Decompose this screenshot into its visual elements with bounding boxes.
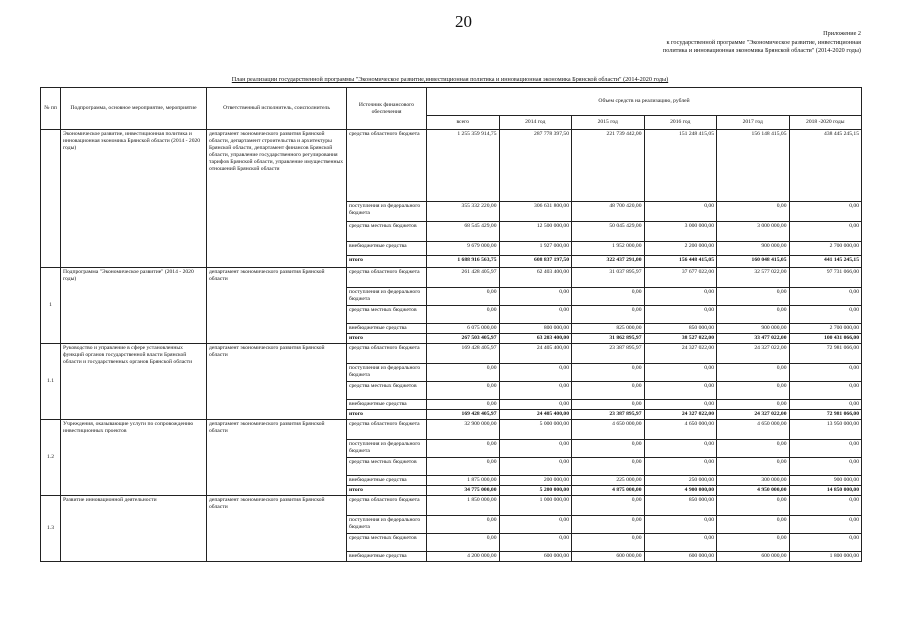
amount-cell: 0,00 (572, 306, 645, 324)
funding-source: средства местных бюджетов (347, 458, 427, 476)
amount-cell: 33 477 022,00 (717, 334, 790, 344)
amount-cell: 0,00 (644, 458, 717, 476)
executor-name: департамент экономического развития Брянской области, департамент строительства и архитектуры Брянской области, департамент финансов Брянской области, управление государственного регулирования тарифов Брянской области, управление имущественных отношений Брянской области (207, 130, 347, 268)
row-number: 1.3 (41, 496, 61, 562)
row-number: 1.1 (41, 344, 61, 420)
amount-cell: 0,00 (427, 440, 500, 458)
amount-cell: 0,00 (572, 288, 645, 306)
amount-cell: 0,00 (717, 458, 790, 476)
header-volume: Объем средств на реализацию, рублей (427, 88, 862, 116)
funding-source: внебюджетные средства (347, 400, 427, 410)
row-number: 1.2 (41, 420, 61, 496)
amount-cell: 300 000,00 (717, 476, 790, 486)
amount-cell: 0,00 (789, 364, 862, 382)
amount-cell: 0,00 (789, 222, 862, 242)
amount-cell: 34 775 000,00 (427, 486, 500, 496)
program-name: Развитие инновационной деятельности (61, 496, 207, 562)
table-row (41, 420, 862, 440)
amount-cell: 0,00 (427, 458, 500, 476)
amount-cell: 2 700 000,00 (789, 242, 862, 256)
amount-cell: 287 778 397,50 (499, 130, 572, 202)
amount-cell: 9 679 000,00 (427, 242, 500, 256)
amount-cell: 0,00 (572, 496, 645, 516)
header-program: Подпрограмма, основное мероприятие, мероприятие (61, 88, 207, 130)
header-year: всего (427, 116, 500, 130)
amount-cell: 600 000,00 (499, 552, 572, 562)
funding-source: итого (347, 334, 427, 344)
funding-source: средства областного бюджета (347, 420, 427, 440)
amount-cell: 50 045 429,00 (572, 222, 645, 242)
amount-cell: 100 431 066,00 (789, 334, 862, 344)
amount-cell: 0,00 (499, 364, 572, 382)
amount-cell: 0,00 (789, 400, 862, 410)
header-executor: Ответственный исполнитель, соисполнитель (207, 88, 347, 130)
amount-cell: 0,00 (717, 516, 790, 534)
amount-cell: 438 445 245,15 (789, 130, 862, 202)
amount-cell: 322 437 291,00 (572, 256, 645, 268)
amount-cell: 38 527 022,00 (644, 334, 717, 344)
amount-cell: 0,00 (572, 458, 645, 476)
amount-cell: 0,00 (717, 534, 790, 552)
header-year: 2014 год (499, 116, 572, 130)
table-row (41, 496, 862, 516)
amount-cell: 24 327 022,00 (717, 344, 790, 364)
amount-cell: 5 000 000,00 (499, 420, 572, 440)
amount-cell: 48 700 420,00 (572, 202, 645, 222)
amount-cell: 0,00 (644, 400, 717, 410)
amount-cell: 0,00 (789, 288, 862, 306)
amount-cell: 0,00 (572, 382, 645, 400)
amount-cell: 23 387 895,97 (572, 410, 645, 420)
funding-source: внебюджетные средства (347, 242, 427, 256)
funding-source: средства местных бюджетов (347, 306, 427, 324)
appendix-line2: к государственной программе "Экономическое развитие, инвестиционная (666, 38, 861, 46)
amount-cell: 0,00 (427, 382, 500, 400)
funding-source: итого (347, 486, 427, 496)
amount-cell: 850 000,00 (644, 496, 717, 516)
amount-cell: 0,00 (717, 496, 790, 516)
amount-cell: 267 503 405,97 (427, 334, 500, 344)
amount-cell: 1 000 000,00 (499, 496, 572, 516)
funding-source: итого (347, 256, 427, 268)
amount-cell: 600 000,00 (572, 552, 645, 562)
funding-source: средства областного бюджета (347, 344, 427, 364)
amount-cell: 0,00 (499, 306, 572, 324)
amount-cell: 250 000,00 (644, 476, 717, 486)
amount-cell: 261 428 405,97 (427, 268, 500, 288)
amount-cell: 5 200 000,00 (499, 486, 572, 496)
row-number: 1 (41, 268, 61, 344)
amount-cell: 63 203 400,00 (499, 334, 572, 344)
amount-cell: 3 000 000,00 (717, 222, 790, 242)
amount-cell: 151 248 415,05 (644, 130, 717, 202)
amount-cell: 169 428 405,97 (427, 344, 500, 364)
amount-cell: 0,00 (427, 534, 500, 552)
amount-cell: 900 000,00 (717, 242, 790, 256)
amount-cell: 0,00 (789, 440, 862, 458)
amount-cell: 0,00 (427, 400, 500, 410)
amount-cell: 0,00 (644, 288, 717, 306)
amount-cell: 0,00 (644, 516, 717, 534)
appendix-line3: политика и инновационная экономика Брянской области" (2014-2020 годы) (662, 47, 861, 54)
amount-cell: 1 850 000,00 (427, 496, 500, 516)
amount-cell: 24 327 022,00 (644, 344, 717, 364)
amount-cell: 4 650 000,00 (572, 420, 645, 440)
funding-source: поступления из федерального бюджета (347, 202, 427, 222)
program-name: Экономическое развитие, инвестиционная политика и инновационная экономика Брянской области (2014 - 2020 годы) (61, 130, 207, 268)
amount-cell: 1 952 000,00 (572, 242, 645, 256)
executor-name: департамент экономического развития Брянской области (207, 268, 347, 344)
funding-source: внебюджетные средства (347, 476, 427, 486)
amount-cell: 800 000,00 (499, 324, 572, 334)
table-row (41, 344, 862, 364)
amount-cell: 355 332 220,00 (427, 202, 500, 222)
amount-cell: 0,00 (427, 364, 500, 382)
amount-cell: 3 000 000,00 (644, 222, 717, 242)
executor-name: департамент экономического развития Брянской области (207, 496, 347, 562)
amount-cell: 14 850 000,00 (789, 486, 862, 496)
amount-cell: 32 900 000,00 (427, 420, 500, 440)
amount-cell: 0,00 (789, 458, 862, 476)
appendix-note (561, 30, 861, 56)
amount-cell: 850 000,00 (644, 324, 717, 334)
appendix-line1: Приложение 2 (823, 30, 861, 37)
amount-cell: 0,00 (499, 516, 572, 534)
amount-cell: 31 037 895,97 (572, 268, 645, 288)
amount-cell: 1 688 916 563,75 (427, 256, 500, 268)
header-source: Источник финансового обеспечения (347, 88, 427, 130)
program-name: Подпрограмма "Экономическое развитие" (2014 - 2020 годы) (61, 268, 207, 344)
amount-cell: 0,00 (717, 440, 790, 458)
amount-cell: 0,00 (717, 288, 790, 306)
amount-cell: 600 000,00 (644, 552, 717, 562)
amount-cell: 6 075 000,00 (427, 324, 500, 334)
funding-source: поступления из федерального бюджета (347, 440, 427, 458)
funding-source: поступления из федерального бюджета (347, 288, 427, 306)
amount-cell: 12 500 000,00 (499, 222, 572, 242)
amount-cell: 32 577 022,00 (717, 268, 790, 288)
header-year: 2017 год (717, 116, 790, 130)
amount-cell: 0,00 (572, 440, 645, 458)
amount-cell: 156 148 415,05 (717, 130, 790, 202)
amount-cell: 0,00 (499, 288, 572, 306)
funding-source: средства местных бюджетов (347, 534, 427, 552)
amount-cell: 0,00 (499, 458, 572, 476)
amount-cell: 608 837 197,50 (499, 256, 572, 268)
amount-cell: 160 048 415,05 (717, 256, 790, 268)
amount-cell: 4 900 000,00 (644, 486, 717, 496)
amount-cell: 0,00 (717, 400, 790, 410)
amount-cell: 0,00 (717, 364, 790, 382)
amount-cell: 900 000,00 (717, 324, 790, 334)
amount-cell: 4 875 000,00 (572, 486, 645, 496)
amount-cell: 156 448 415,05 (644, 256, 717, 268)
amount-cell: 0,00 (572, 516, 645, 534)
amount-cell: 900 000,00 (789, 476, 862, 486)
amount-cell: 0,00 (644, 382, 717, 400)
amount-cell: 1 875 000,00 (427, 476, 500, 486)
amount-cell: 31 862 895,97 (572, 334, 645, 344)
program-name: Руководство и управление в сфере установленных функций органов государственной власти Брянской области и государственных органов Брянской области (61, 344, 207, 420)
amount-cell: 0,00 (572, 364, 645, 382)
funding-source: внебюджетные средства (347, 324, 427, 334)
amount-cell: 221 739 442,00 (572, 130, 645, 202)
amount-cell: 0,00 (717, 306, 790, 324)
table-row (41, 130, 862, 202)
header-year: 2018 -2020 годы (789, 116, 862, 130)
funding-source: внебюджетные средства (347, 552, 427, 562)
amount-cell: 4 950 000,00 (717, 486, 790, 496)
funding-source: средства областного бюджета (347, 496, 427, 516)
funding-source: поступления из федерального бюджета (347, 516, 427, 534)
amount-cell: 0,00 (789, 202, 862, 222)
amount-cell: 0,00 (572, 400, 645, 410)
amount-cell: 0,00 (644, 440, 717, 458)
amount-cell: 72 981 066,00 (789, 410, 862, 420)
amount-cell: 0,00 (717, 382, 790, 400)
amount-cell: 62 403 400,00 (499, 268, 572, 288)
header-num: № пп (41, 88, 61, 130)
amount-cell: 24 327 022,00 (644, 410, 717, 420)
funding-source: средства местных бюджетов (347, 382, 427, 400)
amount-cell: 23 387 895,97 (572, 344, 645, 364)
amount-cell: 225 000,00 (572, 476, 645, 486)
funding-source: итого (347, 410, 427, 420)
amount-cell: 200 000,00 (499, 476, 572, 486)
amount-cell: 4 200 000,00 (427, 552, 500, 562)
executor-name: департамент экономического развития Брянской области (207, 344, 347, 420)
plan-title: План реализации государственной программы "Экономическое развитие,инвестиционная политика и инновационная экономика Брянской области" (2014-2020 годы) (231, 76, 669, 83)
amount-cell: 0,00 (789, 496, 862, 516)
amount-cell: 68 545 429,00 (427, 222, 500, 242)
row-number (41, 130, 61, 268)
amount-cell: 2 200 000,00 (644, 242, 717, 256)
funding-source: средства областного бюджета (347, 130, 427, 202)
amount-cell: 24 405 400,00 (499, 410, 572, 420)
amount-cell: 825 000,00 (572, 324, 645, 334)
amount-cell: 1 255 359 914,75 (427, 130, 500, 202)
header-year: 2016 год (644, 116, 717, 130)
funding-source: средства местных бюджетов (347, 222, 427, 242)
amount-cell: 0,00 (427, 288, 500, 306)
program-name: Учреждения, оказывающие услуги по сопровождению инвестиционных проектов (61, 420, 207, 496)
amount-cell: 4 650 000,00 (717, 420, 790, 440)
amount-cell: 37 677 022,00 (644, 268, 717, 288)
amount-cell: 0,00 (717, 202, 790, 222)
amount-cell: 97 731 066,00 (789, 268, 862, 288)
amount-cell: 441 145 245,15 (789, 256, 862, 268)
amount-cell: 600 000,00 (717, 552, 790, 562)
amount-cell: 0,00 (499, 400, 572, 410)
amount-cell: 0,00 (789, 516, 862, 534)
amount-cell: 0,00 (499, 534, 572, 552)
table-row (41, 268, 862, 288)
executor-name: департамент экономического развития Брянской области (207, 420, 347, 496)
amount-cell: 0,00 (789, 534, 862, 552)
amount-cell: 0,00 (499, 440, 572, 458)
amount-cell: 24 327 022,00 (717, 410, 790, 420)
funding-source: средства областного бюджета (347, 268, 427, 288)
amount-cell: 2 700 000,00 (789, 324, 862, 334)
amount-cell: 0,00 (644, 364, 717, 382)
amount-cell: 1 800 000,00 (789, 552, 862, 562)
amount-cell: 0,00 (644, 202, 717, 222)
amount-cell: 0,00 (644, 534, 717, 552)
amount-cell: 1 927 000,00 (499, 242, 572, 256)
amount-cell: 0,00 (644, 306, 717, 324)
amount-cell: 13 950 000,00 (789, 420, 862, 440)
amount-cell: 0,00 (789, 382, 862, 400)
amount-cell: 4 650 000,00 (644, 420, 717, 440)
amount-cell: 169 428 405,97 (427, 410, 500, 420)
header-year: 2015 год (572, 116, 645, 130)
amount-cell: 0,00 (572, 534, 645, 552)
funding-source: поступления из федерального бюджета (347, 364, 427, 382)
amount-cell: 306 631 800,00 (499, 202, 572, 222)
amount-cell: 72 981 066,00 (789, 344, 862, 364)
page-number: 20 (455, 12, 472, 31)
amount-cell: 24 405 400,00 (499, 344, 572, 364)
financing-table (40, 87, 862, 562)
amount-cell: 0,00 (499, 382, 572, 400)
amount-cell: 0,00 (427, 306, 500, 324)
amount-cell: 0,00 (427, 516, 500, 534)
amount-cell: 0,00 (789, 306, 862, 324)
